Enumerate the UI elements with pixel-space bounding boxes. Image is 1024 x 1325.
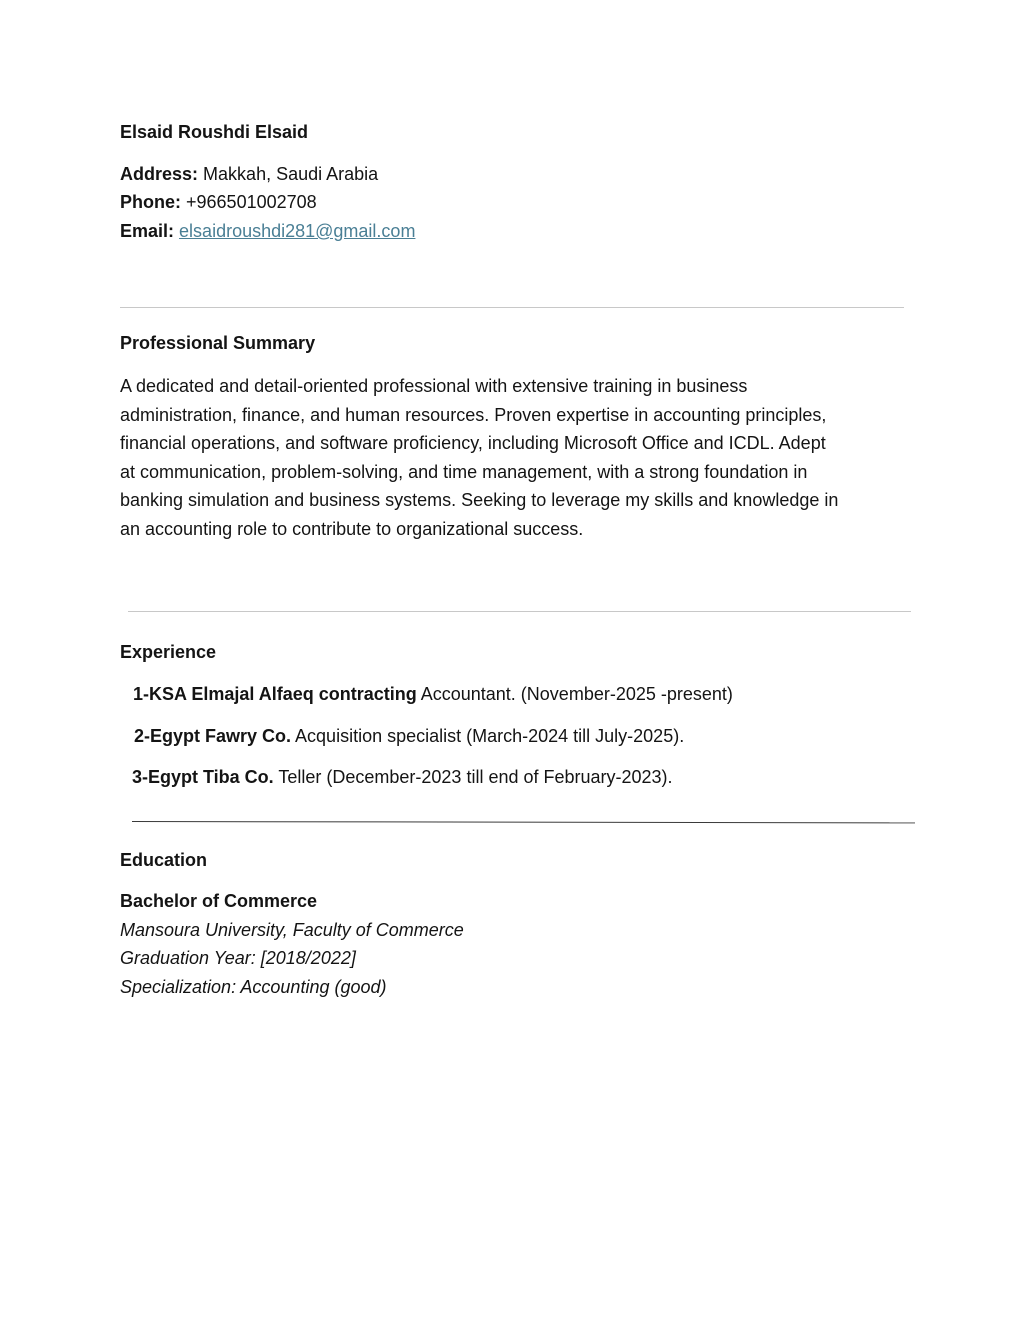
summary-line: at communication, problem-solving, and time management, with a strong foundation in	[120, 461, 808, 482]
experience-details: Accountant. (November-2025 -present)	[416, 684, 733, 704]
divider-contact	[120, 307, 904, 308]
address-value: Makkah, Saudi Arabia	[203, 164, 379, 184]
education-heading: Education	[120, 850, 208, 870]
email-link[interactable]: elsaidroushdi281@gmail.com	[179, 221, 416, 241]
summary-text	[120, 372, 910, 544]
address-line	[120, 162, 378, 186]
graduation-year: Graduation Year: [2018/2022]	[120, 948, 356, 968]
experience-item	[133, 682, 733, 706]
email-label: Email:	[120, 221, 175, 241]
phone-value: +966501002708	[186, 192, 317, 212]
specialization: Specialization: Accounting (good)	[120, 977, 387, 997]
summary-line: financial operations, and software proficiency, including Microsoft Office and ICDL. Adept	[120, 433, 826, 454]
email-line	[120, 219, 415, 243]
institution: Mansoura University, Faculty of Commerce	[120, 920, 464, 940]
phone-line	[120, 190, 317, 214]
experience-item	[132, 765, 673, 789]
experience-company: 3-Egypt Tiba Co.	[132, 767, 274, 787]
divider-experience	[132, 821, 915, 823]
summary-line: banking simulation and business systems. Seeking to leverage my skills and knowledge in	[120, 490, 839, 511]
degree-title: Bachelor of Commerce	[120, 891, 318, 911]
experience-company: 1-KSA Elmajal Alfaeq contracting	[133, 684, 417, 704]
experience-company: 2-Egypt Fawry Co.	[134, 726, 292, 746]
summary-heading: Professional Summary	[120, 333, 316, 353]
candidate-name: Elsaid Roushdi Elsaid	[120, 122, 309, 142]
summary-line: A dedicated and detail-oriented professional with extensive training in business	[120, 376, 748, 396]
summary-line: an accounting role to contribute to organizational success.	[120, 518, 584, 539]
divider-summary	[128, 611, 911, 612]
experience-item	[134, 724, 684, 748]
summary-line: administration, finance, and human resources. Proven expertise in accounting principles,	[120, 404, 827, 425]
phone-label: Phone:	[120, 192, 181, 212]
experience-heading: Experience	[120, 642, 217, 662]
address-label: Address:	[120, 164, 199, 184]
experience-details: Acquisition specialist (March-2024 till July-2025).	[291, 726, 685, 746]
experience-details: Teller (December-2023 till end of February-2023).	[273, 767, 673, 787]
